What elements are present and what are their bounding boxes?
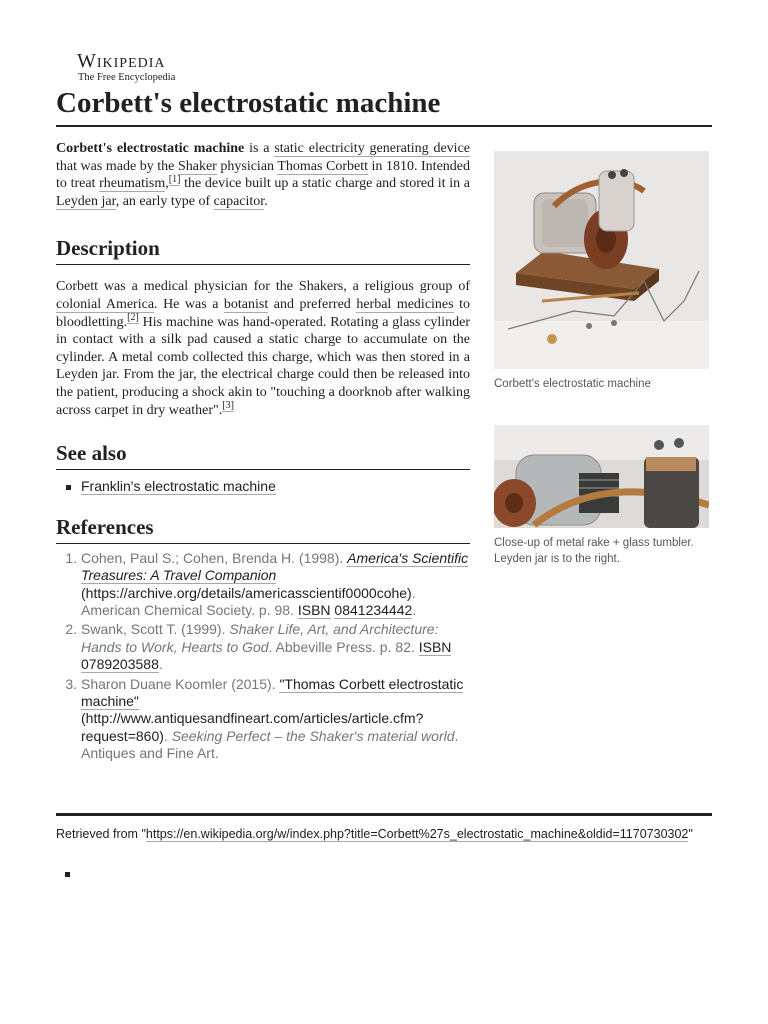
isbn-number-link[interactable]: 0841234442 [334,601,413,618]
ref-title-link[interactable]: "Thomas Corbett electrostatic machine" [81,675,464,709]
ref-publisher: . Antiques and Fine Art. [81,727,459,762]
intro-bold-term: Corbett's electrostatic machine [56,141,245,156]
citation-3[interactable] [222,400,234,412]
retrieved-prefix: Retrieved from " [56,827,146,841]
isbn-link[interactable]: ISBN [297,601,331,618]
footer-divider [56,813,712,816]
link-rheumatism[interactable]: rheumatism [99,176,166,192]
description-text: Corbett was a medical physician for the Shakers, a religious group of [56,279,470,295]
permalink[interactable]: https://en.wikipedia.org/w/index.php?title=Corbett%27s_electrostatic_machine&oldid=1170730302 [145,827,689,841]
description-text: to bloodletting. [56,296,470,330]
figure-caption: Corbett's electrostatic machine [494,378,651,390]
intro-paragraph [56,140,470,210]
ref-end: . [158,656,163,673]
ref-work: Seeking Perfect – the Shaker's material world [171,727,455,744]
ref-url[interactable]: (http://www.antiquesandfineart.com/articles/article.cfm?request=860) [81,710,424,744]
machine-photo[interactable] [494,151,709,369]
ref-title[interactable]: America's Scientific Treasures: A Travel Companion [81,549,469,584]
wikipedia-logo[interactable] [77,50,175,84]
isbn-number-link[interactable]: 0789203588 [81,656,159,673]
retrieved-suffix: " [688,827,693,841]
link-shaker[interactable]: Shaker [177,158,217,174]
figure-machine [494,151,709,392]
link-botanist[interactable]: botanist [223,296,269,312]
reference-item [81,550,470,620]
closeup-photo[interactable] [494,425,709,528]
intro-text: . [264,193,268,209]
description-paragraph [56,278,470,419]
ref-authors: Swank, Scott T. (1999). [81,621,230,638]
retrieved-from [56,827,716,841]
list-bullet [65,872,70,877]
see-also-list [56,478,470,496]
ref-title: Shaker Life, Art, and Architecture: Hands to Work, Hearts to God [81,621,439,655]
heading-see-also: See also [56,439,470,470]
intro-text: physician [216,158,278,174]
link-herbal-medicines[interactable]: herbal medicines [356,296,454,312]
link-static-electricity[interactable]: static electricity generating device [274,141,470,156]
references-list [56,550,470,763]
reference-item [81,621,470,673]
ref-sep: . [163,727,172,744]
intro-text: is a [244,141,275,156]
link-capacitor[interactable]: capacitor [213,193,265,209]
reference-item [81,676,470,763]
ref-publisher: . Abbeville Press. p. 82. [268,638,419,655]
figure-caption: Close-up of metal rake + glass tumbler. Leyden jar is to the right. [494,537,694,565]
figure-closeup [494,425,709,567]
citation-label[interactable]: [3] [222,399,234,411]
citation-label[interactable]: [1] [168,173,181,185]
ref-authors: Sharon Duane Koomler (2015). [81,675,280,692]
logo-tagline: The Free Encyclopedia [78,72,176,83]
citation-label[interactable]: [2] [127,311,139,323]
ref-publisher: . American Chemical Society. p. 98. [81,584,416,618]
description-text: . He was a [154,296,224,312]
intro-text: , [165,176,169,192]
ref-authors: Cohen, Paul S.; Cohen, Brenda H. (1998). [81,549,348,566]
intro-text: the device built up a static charge and stored it in a [180,176,470,192]
ref-url[interactable]: (https://archive.org/details/americasscientif0000cohe) [81,584,412,601]
isbn-link[interactable]: ISBN [418,638,452,655]
page-title: Corbett's electrostatic machine [56,84,712,127]
list-item [56,478,470,496]
ref-end: . [412,601,417,618]
intro-text: in 1810. Intended to treat [56,158,470,192]
description-text: and preferred [268,296,357,312]
description-text: His machine was hand-operated. Rotating a glass cylinder in contact with a silk pad caused a static charge to accumulate on the cylinder. A metal comb collected this charge, which was then stored in a Leyden jar. From the jar, the electrical charge could then be released into the patient, producing a shock akin to "touching a doorknob after walking across carpet in dry weather". [56,314,470,418]
link-thomas-corbett[interactable]: Thomas Corbett [277,158,368,174]
link-leyden-jar[interactable]: Leyden jar [56,193,116,209]
article-body [56,140,470,765]
heading-references: References [56,513,470,544]
logo-wordmark: Wikipedia [77,50,166,72]
citation-1[interactable] [169,174,181,186]
citation-2[interactable] [127,312,139,324]
link-colonial-america[interactable]: colonial America [56,296,155,312]
heading-description: Description [56,234,470,265]
intro-text: , an early type of [115,193,214,209]
link-franklins-machine[interactable]: Franklin's electrostatic machine [81,478,276,495]
intro-text: that was made by the [56,158,178,174]
